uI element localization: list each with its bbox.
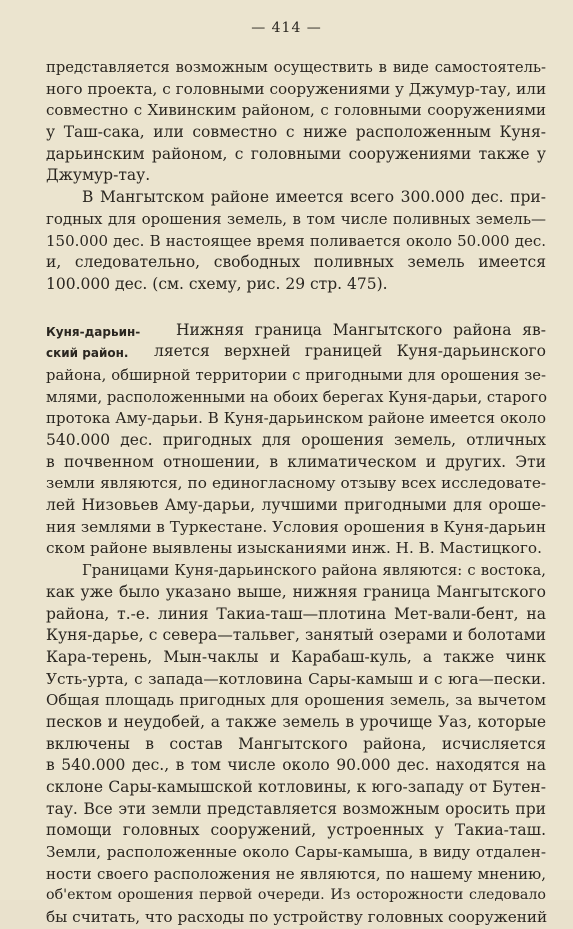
- text-line: Куня-дарье, с севера—тальвег, занятый озерами и болотами: [46, 626, 546, 645]
- text-line: как уже было указано выше, нижняя граница Мангытского: [46, 582, 546, 601]
- text-line: годных для орошения земель, в том числе поливных земель—: [46, 209, 546, 228]
- text-line: Границами Куня-дарьинского района являются: с востока,: [82, 562, 546, 580]
- text-line: Нижняя граница Мангытского района яв-: [176, 320, 546, 339]
- text-line: ности своего расположения не являются, по нашему мнению,: [46, 864, 546, 883]
- text-line: 540.000 дес. пригодных для орошения земель, отличных: [46, 431, 546, 449]
- side-heading-line: Куня-дарьин-: [46, 324, 141, 339]
- text-line: Усть-урта, с запада—котловина Сары-камыш и с юга—пески.: [46, 669, 546, 688]
- text-line: тау. Все эти земли представляется возможным оросить при: [46, 799, 546, 818]
- text-line: млями, расположенными на обоих берегах Куня-дарьи, старого: [46, 388, 547, 406]
- text-line: представляется возможным осуществить в виде самостоятель-: [46, 59, 546, 76]
- text-line: лей Низовьев Аму-дарьи, лучшими пригодными для ороше-: [46, 496, 546, 515]
- text-line: склоне Сары-камышской котловины, к юго-западу от Бутен-: [46, 778, 546, 796]
- page-body: [46, 57, 546, 929]
- text-line: песков и неудобей, а также земель в урочище Уаз, которые: [46, 712, 546, 731]
- text-line: района, т.-е. линия Такиа-таш—плотина Мет-вали-бент, на: [46, 604, 546, 623]
- text-line: Джумур-тау.: [46, 166, 151, 185]
- text-line: совместно с Хивинским районом, с головными сооружениями: [46, 101, 546, 120]
- paragraph-2: [46, 187, 546, 295]
- text-line: в 540.000 дес., в том числе около 90.000 дес. находятся на: [46, 756, 546, 775]
- text-line: протока Аму-дарьи. В Куня-дарьинском районе имеется около: [46, 409, 546, 428]
- text-line: 100.000 дес. (см. схему, рис. 29 стр. 475).: [46, 274, 388, 293]
- side-heading-line: ский район.: [46, 346, 129, 361]
- text-line: В Мангытском районе имеется всего 300.000 дес. при-: [82, 188, 546, 207]
- text-line: Общая площадь пригодных для орошения земель, за вычетом: [46, 691, 546, 710]
- paragraph-3: [46, 320, 546, 561]
- text-line: Кара-терень, Мын-чаклы и Карабаш-куль, а также чинк: [46, 647, 546, 666]
- section-gap: [46, 296, 546, 320]
- text-line: об'ектом орошения первой очереди. Из осторожности следовало: [46, 887, 546, 904]
- text-line: включены в состав Мангытского района, исчисляется: [46, 734, 546, 753]
- text-line: ском районе выявлены изысканиями инж. Н. В. Мастицкого.: [46, 539, 542, 558]
- side-heading-row: [46, 320, 546, 365]
- paragraph-4: [46, 560, 546, 929]
- text-line: ного проекта, с головными сооружениями у Джумур-тау, или: [46, 79, 547, 98]
- text-line: земли являются, по единогласному отзыву всех исследовате-: [46, 474, 546, 493]
- text-line: и, следовательно, свободных поливных земель имеется: [46, 253, 546, 272]
- text-line: ляется верхней границей Куня-дарьинского: [154, 342, 546, 361]
- page-number: — 414 —: [251, 20, 322, 36]
- side-text-lines: [154, 320, 546, 365]
- text-line: у Таш-сака, или совместно с ниже расположенным Куня-: [46, 123, 546, 142]
- text-line: в почвенном отношении, в климатическом и других. Эти: [46, 452, 546, 471]
- text-line: 150.000 дес. В настоящее время поливается около 50.000 дес.: [46, 231, 546, 250]
- text-line: ния землями в Туркестане. Условия орошения в Куня-дарьин: [46, 517, 546, 536]
- paragraph-1: [46, 57, 546, 187]
- text-line: Земли, расположенные около Сары-камыша, в виду отдален-: [46, 843, 546, 862]
- side-heading: [46, 320, 154, 365]
- text-line: бы считать, что расходы по устройству головных сооружений: [46, 908, 548, 927]
- text-line: района, обширной территории с пригодными для орошения зе-: [46, 366, 546, 384]
- text-line: помощи головных сооружений, устроенных у Такиа-таш.: [46, 821, 546, 840]
- text-line: дарьинским районом, с головными сооружениями также у: [46, 144, 546, 163]
